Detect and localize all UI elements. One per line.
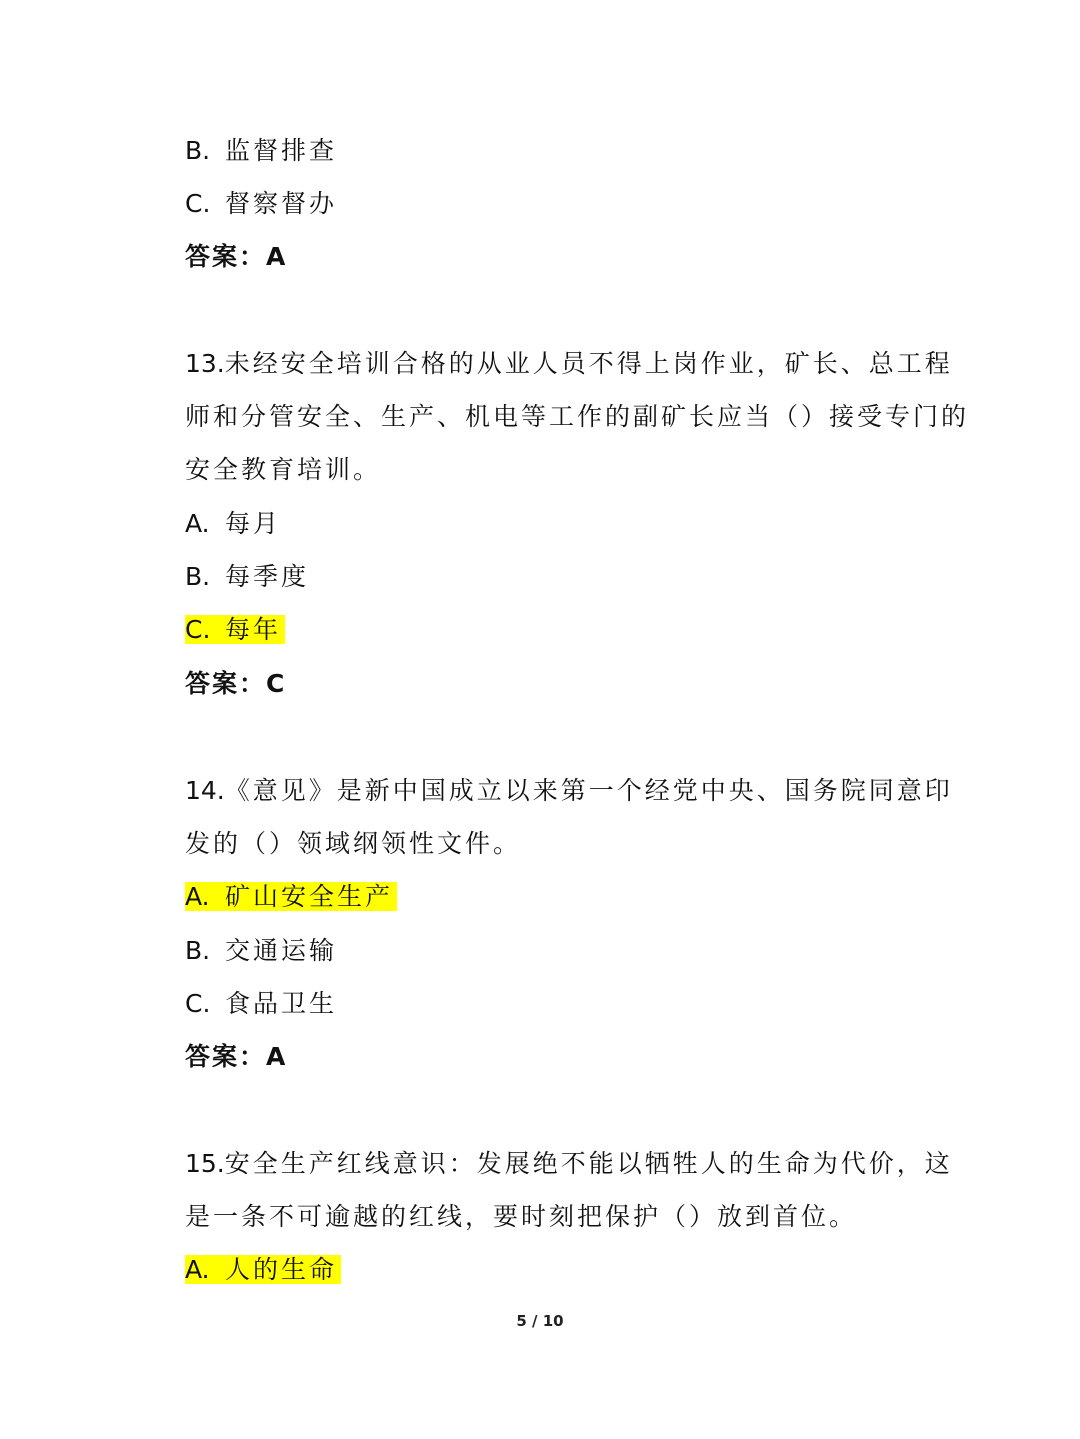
option-text: 监督排查 (225, 136, 338, 165)
option-letter: B. (185, 136, 211, 165)
question-14-line-1 (185, 773, 953, 809)
option-b-q13 (185, 559, 309, 595)
question-13-line-3: 安全教育培训。 (185, 455, 382, 484)
option-letter: A. (185, 1255, 210, 1284)
highlighted-option (185, 1255, 341, 1284)
option-letter: A. (185, 509, 210, 538)
option-a-q13 (185, 506, 281, 542)
option-b-q14 (185, 933, 337, 969)
question-text: 安全生产红线意识：发展绝不能以牺牲人的生命为代价，这 (224, 1149, 953, 1178)
question-text: 未经安全培训合格的从业人员不得上岗作业，矿长、总工程 (224, 349, 953, 378)
page-indicator: 5 / 10 (516, 1312, 564, 1330)
highlighted-option (185, 615, 285, 644)
option-letter: B. (185, 936, 211, 965)
option-text: 督察督办 (225, 189, 338, 218)
highlighted-option (185, 882, 397, 911)
question-14-line-2: 发的（）领域纲领性文件。 (185, 829, 522, 858)
question-13-line-1 (185, 346, 953, 382)
answer-q12: 答案：A (185, 242, 288, 271)
option-letter: B. (185, 562, 211, 591)
option-b-q12 (185, 133, 337, 169)
option-a-q14 (185, 879, 397, 915)
option-letter: C. (185, 189, 211, 218)
option-text: 人的生命 (225, 1255, 338, 1284)
option-text: 交通运输 (225, 936, 338, 965)
option-letter: A. (185, 882, 210, 911)
option-letter: C. (185, 989, 211, 1018)
question-text: 《意见》是新中国成立以来第一个经党中央、国务院同意印 (224, 776, 953, 805)
answer-q13: 答案：C (185, 669, 287, 698)
option-text: 食品卫生 (225, 989, 338, 1018)
option-a-q15 (185, 1252, 341, 1288)
question-15-line-2: 是一条不可逾越的红线，要时刻把保护（）放到首位。 (185, 1202, 858, 1231)
option-letter: C. (185, 615, 211, 644)
option-text: 每季度 (225, 562, 310, 591)
question-number: 13. (185, 349, 225, 378)
option-text: 每月 (225, 509, 282, 538)
option-text: 每年 (225, 615, 282, 644)
question-13-line-2: 师和分管安全、生产、机电等工作的副矿长应当（）接受专门的 (185, 402, 970, 431)
option-c-q12 (185, 186, 337, 222)
question-number: 15. (185, 1149, 225, 1178)
option-c-q13 (185, 612, 285, 648)
option-c-q14 (185, 986, 337, 1022)
option-text: 矿山安全生产 (225, 882, 394, 911)
question-15-line-1 (185, 1146, 953, 1182)
question-number: 14. (185, 776, 225, 805)
answer-q14: 答案：A (185, 1042, 288, 1071)
